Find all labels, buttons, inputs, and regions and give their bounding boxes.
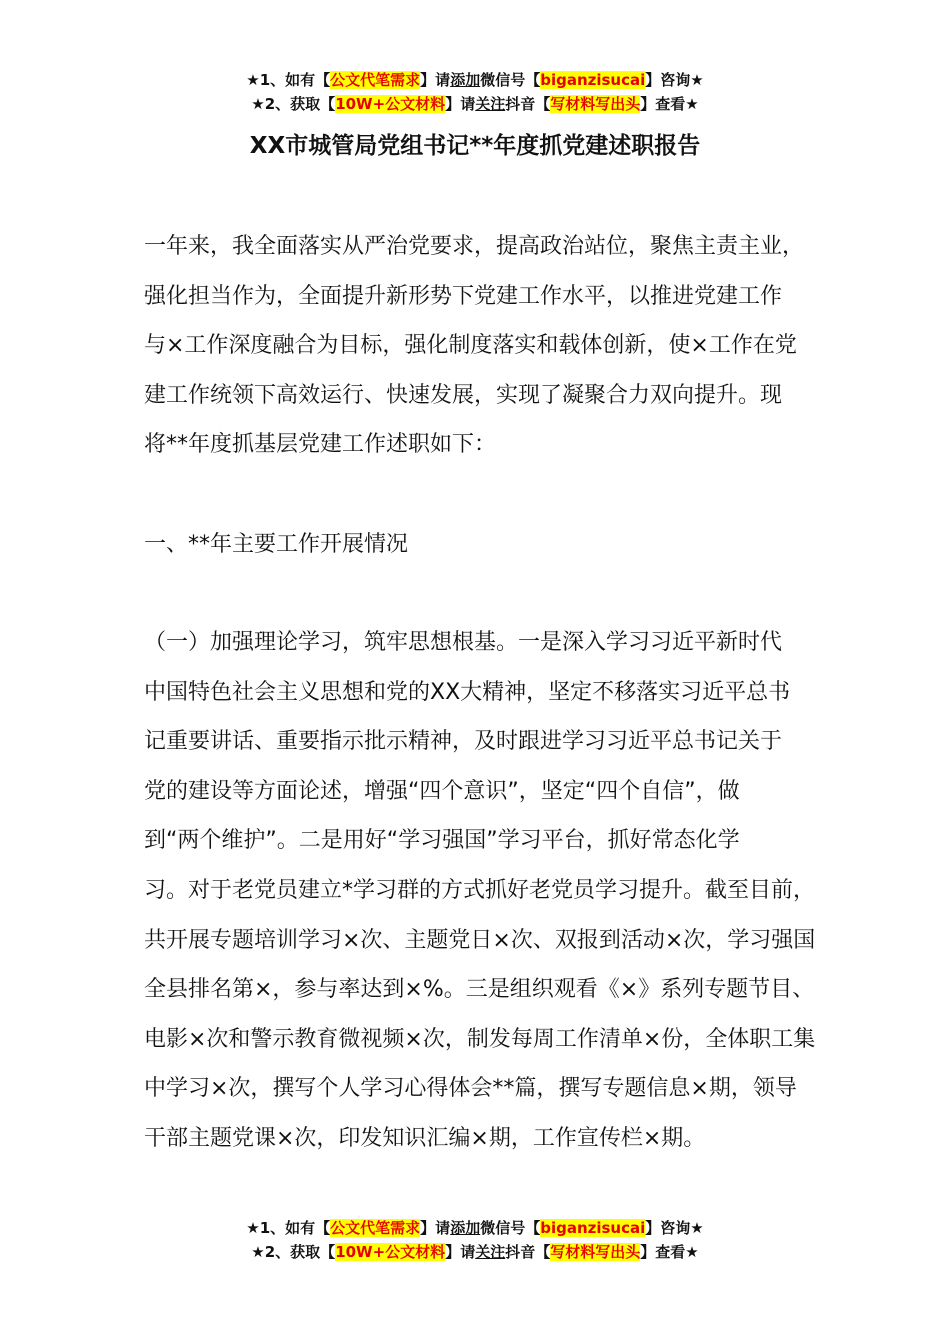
promo-text: 】咨询★: [645, 1219, 704, 1237]
promo-line-2: [0, 92, 950, 116]
promo-text: ★2、获取【: [251, 95, 336, 113]
paragraph-line: 全县排名第×，参与率达到×%。三是组织观看《×》系列专题节目、: [144, 977, 815, 1003]
promo-underline: 添加: [450, 71, 481, 89]
promo-highlight: 写材料写出头: [550, 95, 641, 113]
paragraph-line: 强化担当作为，全面提升新形势下党建工作水平，以推进党建工作: [144, 283, 783, 309]
promo-text: ★2、获取【: [251, 1243, 336, 1261]
paragraph-line: 中国特色社会主义思想和党的XX大精神，坚定不移落实习近平总书: [144, 679, 791, 705]
promo-text: 】请: [445, 95, 476, 113]
promo-text: 】查看★: [640, 1243, 699, 1261]
section-heading: [144, 520, 834, 570]
paragraph-line: 共开展专题培训学习×次、主题党日×次、双报到活动×次，学习强国: [144, 927, 816, 953]
promo-highlight: biganzisucai: [540, 1219, 646, 1237]
promo-text: 】请: [445, 1243, 476, 1261]
promo-underline: 关注: [475, 1243, 506, 1261]
paragraph-line: 建工作统领下高效运行、快速发展，实现了凝聚合力双向提升。现: [144, 382, 783, 408]
promo-highlight: 公文代笔需求: [330, 71, 421, 89]
promo-underline: 关注: [475, 95, 506, 113]
promo-text: 】咨询★: [645, 71, 704, 89]
promo-line-1: [0, 1216, 950, 1240]
promo-text: 】请: [420, 1219, 451, 1237]
promo-line-1: [0, 68, 950, 92]
promo-highlight: 写材料写出头: [550, 1243, 641, 1261]
promo-banner-bottom: [0, 1216, 950, 1264]
promo-text: ★1、如有【: [246, 1219, 331, 1237]
paragraph-line: 将**年度抓基层党建工作述职如下：: [144, 432, 497, 458]
paragraph-line: 党的建设等方面论述，增强“四个意识”，坚定“四个自信”，做: [144, 778, 740, 804]
promo-highlight: 10W+公文材料: [335, 1243, 446, 1261]
promo-underline: 添加: [450, 1219, 481, 1237]
document-title: XX市城管局党组书记**年度抓党建述职报告: [249, 133, 701, 159]
promo-text: 】查看★: [640, 95, 699, 113]
paragraph-line: 中学习×次，撰写个人学习心得体会**篇，撰写专题信息×期，领导: [144, 1076, 797, 1102]
paragraph-line: 习。对于老党员建立*学习群的方式抓好老党员学习提升。截至目前，: [144, 877, 816, 903]
promo-banner-top: [0, 68, 950, 116]
promo-text: 微信号【: [480, 71, 541, 89]
paragraph-line: （一）加强理论学习，筑牢思想根基。一是深入学习习近平新时代: [144, 630, 783, 655]
promo-text: ★1、如有【: [246, 71, 331, 89]
section-heading-text: 一、**年主要工作开展情况: [144, 532, 409, 557]
promo-highlight: biganzisucai: [540, 71, 646, 89]
promo-text: 抖音【: [505, 1243, 551, 1261]
promo-text: 微信号【: [480, 1219, 541, 1237]
paragraph-line: 电影×次和警示教育微视频×次，制发每周工作清单×份，全体职工集: [144, 1026, 816, 1052]
promo-highlight: 公文代笔需求: [330, 1219, 421, 1237]
promo-text: 抖音【: [505, 95, 551, 113]
intro-paragraph: [144, 222, 834, 470]
promo-line-2: [0, 1240, 950, 1264]
paragraph-line: 干部主题党课×次，印发知识汇编×期，工作宣传栏×期。: [144, 1125, 706, 1151]
paragraph-line: 与×工作深度融合为目标，强化制度落实和载体创新，使×工作在党: [144, 333, 797, 359]
promo-highlight: 10W+公文材料: [335, 95, 446, 113]
paragraph-line: 一年来，我全面落实从严治党要求，提高政治站位，聚焦主责主业，: [144, 234, 805, 259]
promo-text: 】请: [420, 71, 451, 89]
paragraph-line: 记重要讲话、重要指示批示精神，及时跟进学习习近平总书记关于: [144, 729, 783, 755]
body-paragraph: [144, 618, 834, 1164]
paragraph-line: 到“两个维护”。二是用好“学习强国”学习平台，抓好常态化学: [144, 828, 740, 854]
